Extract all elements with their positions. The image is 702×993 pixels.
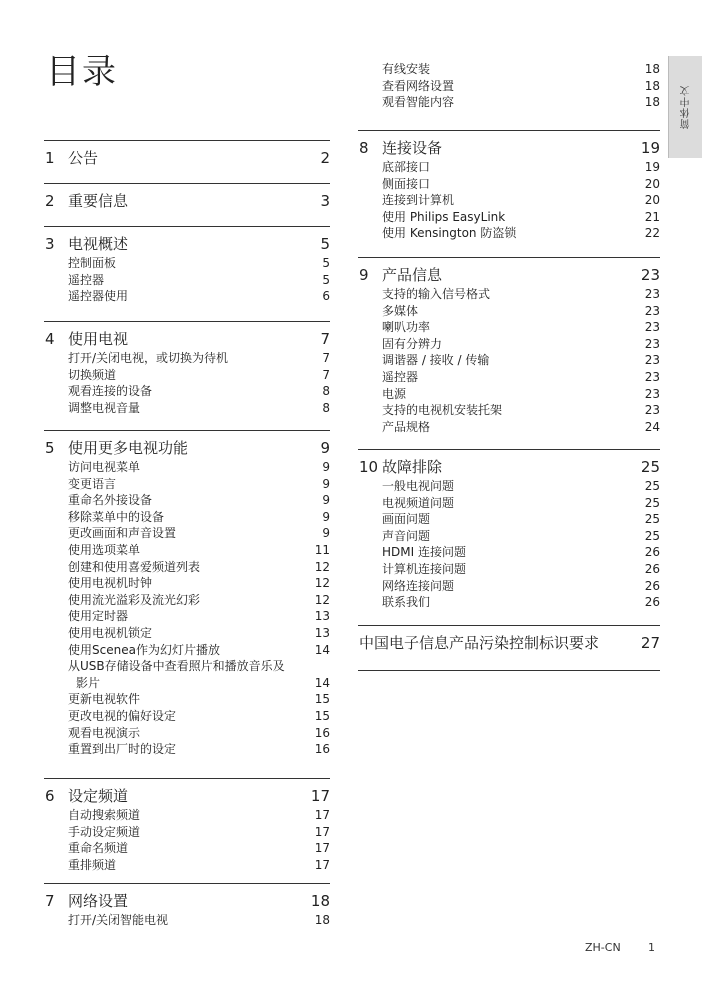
toc-entry-label: 遥控器 bbox=[382, 369, 419, 384]
toc-entry-label: 声音问题 bbox=[382, 528, 431, 543]
toc-entry-page: 26 bbox=[644, 561, 660, 576]
toc-entry[interactable] bbox=[44, 840, 330, 857]
toc-entry-page: 7 bbox=[322, 367, 330, 382]
toc-section bbox=[44, 183, 330, 212]
toc-entry-page: 17 bbox=[314, 808, 330, 822]
toc-entry[interactable] bbox=[358, 209, 660, 226]
toc-entry[interactable] bbox=[44, 658, 330, 691]
toc-entry[interactable] bbox=[44, 288, 330, 305]
toc-entry[interactable] bbox=[44, 367, 330, 384]
toc-entry-page: 13 bbox=[314, 625, 330, 640]
toc-section-heading[interactable] bbox=[44, 190, 330, 212]
toc-entry-label: 多媒体 bbox=[382, 303, 419, 318]
toc-entry-label: 观看电视演示 bbox=[68, 725, 141, 740]
toc-entry[interactable] bbox=[44, 807, 330, 824]
toc-section-title: 公告 bbox=[68, 149, 99, 167]
toc-entry-label: 访问电视菜单 bbox=[68, 460, 141, 474]
toc-entry[interactable] bbox=[44, 559, 330, 576]
toc-entry-page: 7 bbox=[322, 351, 330, 365]
toc-entry-page: 9 bbox=[322, 493, 330, 508]
toc-entry[interactable] bbox=[358, 352, 660, 369]
toc-entry-label: 一般电视问题 bbox=[382, 479, 455, 493]
toc-entry[interactable] bbox=[358, 78, 660, 95]
toc-section-title: 产品信息 bbox=[382, 266, 443, 284]
toc-entry-label: 观看智能内容 bbox=[382, 95, 455, 110]
toc-entry-label: 遥控器使用 bbox=[68, 289, 129, 304]
toc-section-page: 23 bbox=[640, 266, 660, 284]
toc-entry[interactable] bbox=[44, 741, 330, 758]
toc-entry[interactable] bbox=[358, 176, 660, 193]
toc-entry-label: 重排频道 bbox=[68, 857, 117, 872]
toc-entry-list bbox=[358, 478, 660, 611]
toc-entry[interactable] bbox=[358, 561, 660, 578]
footer-language: ZH-CN bbox=[585, 941, 621, 954]
toc-entry[interactable] bbox=[358, 402, 660, 419]
toc-entry[interactable] bbox=[44, 824, 330, 841]
toc-entry-list bbox=[358, 159, 660, 242]
toc-entry-label: 连接到计算机 bbox=[382, 193, 455, 208]
toc-entry[interactable] bbox=[44, 608, 330, 625]
language-tab-label: 简体中文 bbox=[680, 85, 692, 129]
toc-section-number: 4 bbox=[45, 330, 55, 348]
toc-entry-label: 使用电视机锁定 bbox=[68, 625, 153, 640]
toc-entry-page: 23 bbox=[644, 369, 660, 384]
toc-section bbox=[358, 257, 660, 435]
toc-entry-label: 侧面接口 bbox=[382, 176, 431, 191]
toc-section bbox=[44, 778, 330, 873]
toc-entry[interactable] bbox=[358, 386, 660, 403]
toc-section bbox=[44, 430, 330, 758]
toc-entry-list bbox=[44, 459, 330, 758]
toc-entry-label: HDMI 连接问题 bbox=[382, 545, 466, 560]
toc-section-heading[interactable] bbox=[358, 456, 660, 478]
toc-section-heading[interactable] bbox=[44, 233, 330, 255]
toc-entry[interactable] bbox=[44, 691, 330, 708]
toc-entry-label: 打开/关闭智能电视 bbox=[68, 913, 169, 927]
toc-entry[interactable] bbox=[358, 159, 660, 176]
toc-section-heading[interactable] bbox=[44, 785, 330, 807]
toc-entry-label: 使用定时器 bbox=[68, 609, 129, 624]
toc-entry-label: 使用流光溢彩及流光幻彩 bbox=[68, 592, 201, 607]
toc-entry-page: 9 bbox=[322, 476, 330, 491]
toc-entry-label: 电源 bbox=[382, 386, 407, 401]
toc-entry-label: 从USB存储设备中查看照片和播放音乐及 bbox=[68, 659, 285, 674]
toc-section-title: 使用更多电视功能 bbox=[68, 439, 189, 457]
toc-entry-label: 使用Scenea作为幻灯片播放 bbox=[68, 642, 220, 657]
toc-entry-page: 8 bbox=[322, 384, 330, 399]
toc-section-number: 10 bbox=[359, 458, 379, 476]
toc-entry-label: 打开/关闭电视，或切换为待机 bbox=[68, 351, 229, 365]
toc-entry-list bbox=[44, 912, 330, 929]
toc-entry-page: 18 bbox=[644, 95, 660, 110]
toc-entry[interactable] bbox=[358, 511, 660, 528]
toc-entry-page: 26 bbox=[644, 595, 660, 610]
toc-entry-label: 电视频道问题 bbox=[382, 495, 455, 510]
toc-entry-label: 移除菜单中的设备 bbox=[68, 509, 165, 524]
toc-entry-page: 12 bbox=[314, 592, 330, 607]
toc-entry-page: 18 bbox=[644, 78, 660, 93]
toc-entry-label: 切换频道 bbox=[68, 367, 117, 382]
toc-section-heading[interactable] bbox=[44, 147, 330, 169]
toc-entry-page: 25 bbox=[644, 528, 660, 543]
toc-entry-page: 5 bbox=[322, 256, 330, 270]
toc-section-title: 使用电视 bbox=[68, 330, 129, 348]
toc-entry-page: 23 bbox=[644, 386, 660, 401]
toc-entry-page: 14 bbox=[314, 675, 330, 690]
toc-section-number: 7 bbox=[45, 892, 55, 910]
toc-entry[interactable] bbox=[44, 592, 330, 609]
toc-entry[interactable] bbox=[358, 594, 660, 611]
toc-entry-label: 使用 Philips EasyLink bbox=[382, 209, 506, 224]
toc-section-page: 2 bbox=[320, 149, 330, 167]
toc-entry-label: 喇叭功率 bbox=[382, 320, 431, 335]
toc-entry-page: 18 bbox=[314, 913, 330, 927]
toc-entry-label: 底部接口 bbox=[382, 160, 431, 174]
toc-entry-label: 联系我们 bbox=[382, 595, 431, 610]
toc-section-heading[interactable] bbox=[44, 437, 330, 459]
toc-entry[interactable] bbox=[44, 272, 330, 289]
toc-section-title: 重要信息 bbox=[68, 192, 129, 210]
toc-entry-page: 19 bbox=[644, 160, 660, 174]
toc-entry-label: 调整电视音量 bbox=[68, 400, 141, 415]
toc-entry-page: 23 bbox=[644, 303, 660, 318]
toc-section-number: 2 bbox=[45, 192, 55, 210]
toc-entry[interactable] bbox=[358, 544, 660, 561]
toc-entry-page: 8 bbox=[322, 400, 330, 415]
toc-entry[interactable] bbox=[44, 492, 330, 509]
toc-entry-page: 25 bbox=[644, 479, 660, 493]
toc-entry-label: 更改画面和声音设置 bbox=[68, 526, 177, 541]
toc-section bbox=[44, 883, 330, 929]
toc-section-number: 9 bbox=[359, 266, 369, 284]
language-tab[interactable] bbox=[668, 56, 702, 158]
toc-section-title: 连接设备 bbox=[382, 139, 443, 157]
toc-entry-page: 5 bbox=[322, 272, 330, 287]
toc-entry[interactable] bbox=[358, 336, 660, 353]
toc-entry[interactable] bbox=[358, 192, 660, 209]
toc-entry-page: 24 bbox=[644, 419, 660, 434]
toc-entry-page: 9 bbox=[322, 460, 330, 474]
toc-entry-list bbox=[358, 286, 660, 435]
toc-entry[interactable] bbox=[44, 708, 330, 725]
toc-entry-page: 15 bbox=[314, 692, 330, 707]
toc-entry[interactable] bbox=[44, 509, 330, 526]
toc-entry-label: 控制面板 bbox=[68, 256, 117, 270]
toc-entry-label: 支持的输入信号格式 bbox=[382, 287, 491, 301]
toc-entry-page: 12 bbox=[314, 559, 330, 574]
toc-entry-label: 画面问题 bbox=[382, 512, 431, 527]
toc-entry[interactable] bbox=[44, 255, 330, 272]
toc-entry[interactable] bbox=[44, 476, 330, 493]
toc-entry[interactable] bbox=[44, 383, 330, 400]
toc-entry-page: 23 bbox=[644, 287, 660, 301]
toc-section-page: 17 bbox=[310, 787, 330, 805]
toc-entry-label: 使用选项菜单 bbox=[68, 542, 141, 557]
toc-entry-label: 更新电视软件 bbox=[68, 692, 141, 707]
toc-entry-label: 创建和使用喜爱频道列表 bbox=[68, 559, 201, 574]
toc-entry[interactable] bbox=[44, 725, 330, 742]
toc-section-number: 6 bbox=[45, 787, 55, 805]
toc-section-page: 9 bbox=[320, 439, 330, 457]
toc-section-page: 3 bbox=[320, 192, 330, 210]
toc-entry-label: 计算机连接问题 bbox=[382, 561, 467, 576]
toc-section bbox=[358, 130, 660, 242]
toc-entry-page: 22 bbox=[644, 226, 660, 241]
toc-entry-page: 25 bbox=[644, 495, 660, 510]
toc-entry[interactable] bbox=[44, 642, 330, 659]
toc-entry-label: 有线安装 bbox=[382, 62, 431, 76]
toc-entry-label: 变更语言 bbox=[68, 476, 117, 491]
toc-entry[interactable] bbox=[358, 578, 660, 595]
toc-section-page: 19 bbox=[640, 139, 660, 157]
toc-entry-page: 16 bbox=[314, 742, 330, 757]
toc-entry-label: 更改电视的偏好设定 bbox=[68, 708, 177, 723]
toc-section-final bbox=[358, 625, 660, 671]
toc-section-title: 故障排除 bbox=[382, 458, 443, 476]
toc-entry[interactable] bbox=[358, 478, 660, 495]
toc-entry[interactable] bbox=[44, 542, 330, 559]
toc-entry-page: 17 bbox=[314, 841, 330, 856]
toc-entry[interactable] bbox=[44, 525, 330, 542]
toc-entry[interactable] bbox=[358, 286, 660, 303]
toc-entry[interactable] bbox=[44, 912, 330, 929]
toc-section-page: 25 bbox=[640, 458, 660, 476]
toc-section-number: 1 bbox=[45, 149, 55, 167]
toc-entry-page: 21 bbox=[644, 209, 660, 224]
toc-section bbox=[44, 226, 330, 305]
toc-entry[interactable] bbox=[358, 419, 660, 436]
toc-entry-page: 11 bbox=[314, 542, 330, 557]
toc-entry-label: 产品规格 bbox=[382, 419, 431, 434]
toc-entry-page: 23 bbox=[644, 403, 660, 418]
toc-entry-page: 14 bbox=[314, 642, 330, 657]
toc-entry[interactable] bbox=[358, 303, 660, 320]
toc-entry-label: 支持的电视机安装托架 bbox=[382, 403, 503, 418]
toc-entry[interactable] bbox=[44, 400, 330, 417]
toc-continued-list bbox=[358, 61, 660, 111]
toc-entry[interactable] bbox=[44, 857, 330, 874]
toc-entry-label: 观看连接的设备 bbox=[68, 384, 153, 399]
toc-entry-label: 使用电视机时钟 bbox=[68, 576, 153, 591]
toc-section-heading[interactable] bbox=[44, 328, 330, 350]
toc-section-title: 中国电子信息产品污染控制标识要求 bbox=[359, 634, 600, 652]
toc-entry-page: 23 bbox=[644, 353, 660, 368]
toc-entry-page: 26 bbox=[644, 545, 660, 560]
toc-entry[interactable] bbox=[358, 225, 660, 242]
toc-entry[interactable] bbox=[358, 369, 660, 386]
toc-entry[interactable] bbox=[44, 575, 330, 592]
toc-section-page: 7 bbox=[320, 330, 330, 348]
toc-entry-label: 固有分辨力 bbox=[382, 336, 443, 351]
toc-section-heading[interactable] bbox=[358, 137, 660, 159]
toc-section-number: 5 bbox=[45, 439, 55, 457]
toc-section-number: 3 bbox=[45, 235, 55, 253]
footer-page-number: 1 bbox=[648, 941, 655, 954]
toc-entry[interactable] bbox=[44, 625, 330, 642]
toc-entry-list bbox=[44, 350, 330, 416]
toc-entry[interactable] bbox=[358, 528, 660, 545]
toc-entry-list bbox=[44, 255, 330, 305]
toc-section-heading[interactable] bbox=[358, 632, 660, 654]
toc-entry[interactable] bbox=[44, 350, 330, 367]
toc-entry-page: 23 bbox=[644, 336, 660, 351]
toc-section-heading[interactable] bbox=[44, 890, 330, 912]
toc-entry[interactable] bbox=[358, 61, 660, 78]
toc-entry-label: 调谐器 / 接收 / 传输 bbox=[382, 353, 490, 368]
toc-section-heading[interactable] bbox=[358, 264, 660, 286]
toc-entry-label: 自动搜索频道 bbox=[68, 808, 141, 822]
toc-entry-page: 17 bbox=[314, 857, 330, 872]
toc-entry[interactable] bbox=[358, 319, 660, 336]
toc-section-page: 27 bbox=[640, 634, 660, 652]
toc-entry-label: 网络连接问题 bbox=[382, 578, 455, 593]
toc-entry-page: 6 bbox=[322, 289, 330, 304]
toc-entry-page: 13 bbox=[314, 609, 330, 624]
toc-entry-label: 遥控器 bbox=[68, 272, 105, 287]
toc-section bbox=[44, 321, 330, 416]
toc-section-page: 5 bbox=[320, 235, 330, 253]
toc-entry-list bbox=[44, 807, 330, 873]
toc-entry-page: 15 bbox=[314, 708, 330, 723]
toc-section-title: 网络设置 bbox=[68, 892, 129, 910]
toc-entry-page: 18 bbox=[644, 62, 660, 76]
toc-section-page: 18 bbox=[310, 892, 330, 910]
toc-entry-page: 26 bbox=[644, 578, 660, 593]
toc-entry[interactable] bbox=[44, 459, 330, 476]
toc-entry-page: 20 bbox=[644, 176, 660, 191]
toc-entry-label-continued: 影片 bbox=[76, 675, 101, 690]
toc-entry-label: 重命名频道 bbox=[68, 841, 129, 856]
toc-entry[interactable] bbox=[358, 94, 660, 111]
toc-section-title: 设定频道 bbox=[68, 787, 129, 805]
toc-entry-label: 手动设定频道 bbox=[68, 824, 141, 839]
toc-entry-page: 20 bbox=[644, 193, 660, 208]
toc-section bbox=[44, 140, 330, 169]
toc-entry-page: 16 bbox=[314, 725, 330, 740]
toc-section-number: 8 bbox=[359, 139, 369, 157]
toc-entry-label: 重置到出厂时的设定 bbox=[68, 742, 177, 757]
toc-entry-label: 重命名外接设备 bbox=[68, 493, 153, 508]
toc-entry-page: 9 bbox=[322, 526, 330, 541]
page-title: 目录 bbox=[46, 52, 118, 92]
toc-entry-page: 23 bbox=[644, 320, 660, 335]
toc-section-title: 电视概述 bbox=[68, 235, 129, 253]
toc-entry[interactable] bbox=[358, 495, 660, 512]
toc-entry-label: 查看网络设置 bbox=[382, 78, 455, 93]
toc-entry-page: 12 bbox=[314, 576, 330, 591]
toc-section bbox=[358, 449, 660, 611]
toc-entry-label: 使用 Kensington 防盗锁 bbox=[382, 226, 517, 241]
toc-entry-page: 17 bbox=[314, 824, 330, 839]
toc-entry-page: 25 bbox=[644, 512, 660, 527]
toc-entry-page: 9 bbox=[322, 509, 330, 524]
